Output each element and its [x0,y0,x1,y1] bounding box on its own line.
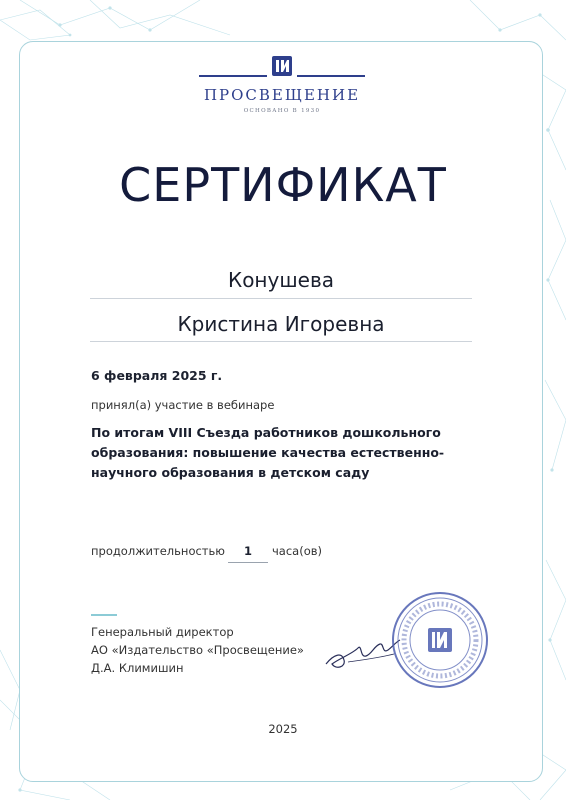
duration-label: продолжительностью [91,544,225,558]
logo-line-left [199,75,267,77]
signer-name: Д.А. Климишин [91,661,184,675]
given-names-underline [90,341,472,342]
recipient-surname: Конушева [228,268,334,292]
recipient-given-names: Кристина Игоревна [177,312,385,336]
participation-text: принял(а) участие в вебинаре [91,398,275,412]
duration-value: 1 [243,544,252,558]
prosveshchenie-logo [199,54,365,120]
logo-line-right [297,75,365,77]
certificate-year: 2025 [268,722,298,736]
certificate-title: СЕРТИФИКАТ [119,158,447,212]
official-seal-stamp [390,590,490,690]
surname-underline [90,298,472,299]
webinar-topic: По итогам VIII Съезда работников дошкольного образования: повышение качества естественно-научного образования в детском саду [91,425,445,480]
signer-position: Генеральный директор [91,625,234,639]
signature-divider [91,614,117,616]
logo-subtitle: ОСНОВАНО В 1930 [243,108,321,114]
logo-emblem-icon [271,54,293,78]
webinar-date: 6 февраля 2025 г. [91,368,223,383]
duration-unit: часа(ов) [272,544,322,558]
signer-organization: АО «Издательство «Просвещение» [91,643,304,657]
logo-name: ПРОСВЕЩЕНИЕ [203,86,361,104]
duration-underline [228,562,268,563]
